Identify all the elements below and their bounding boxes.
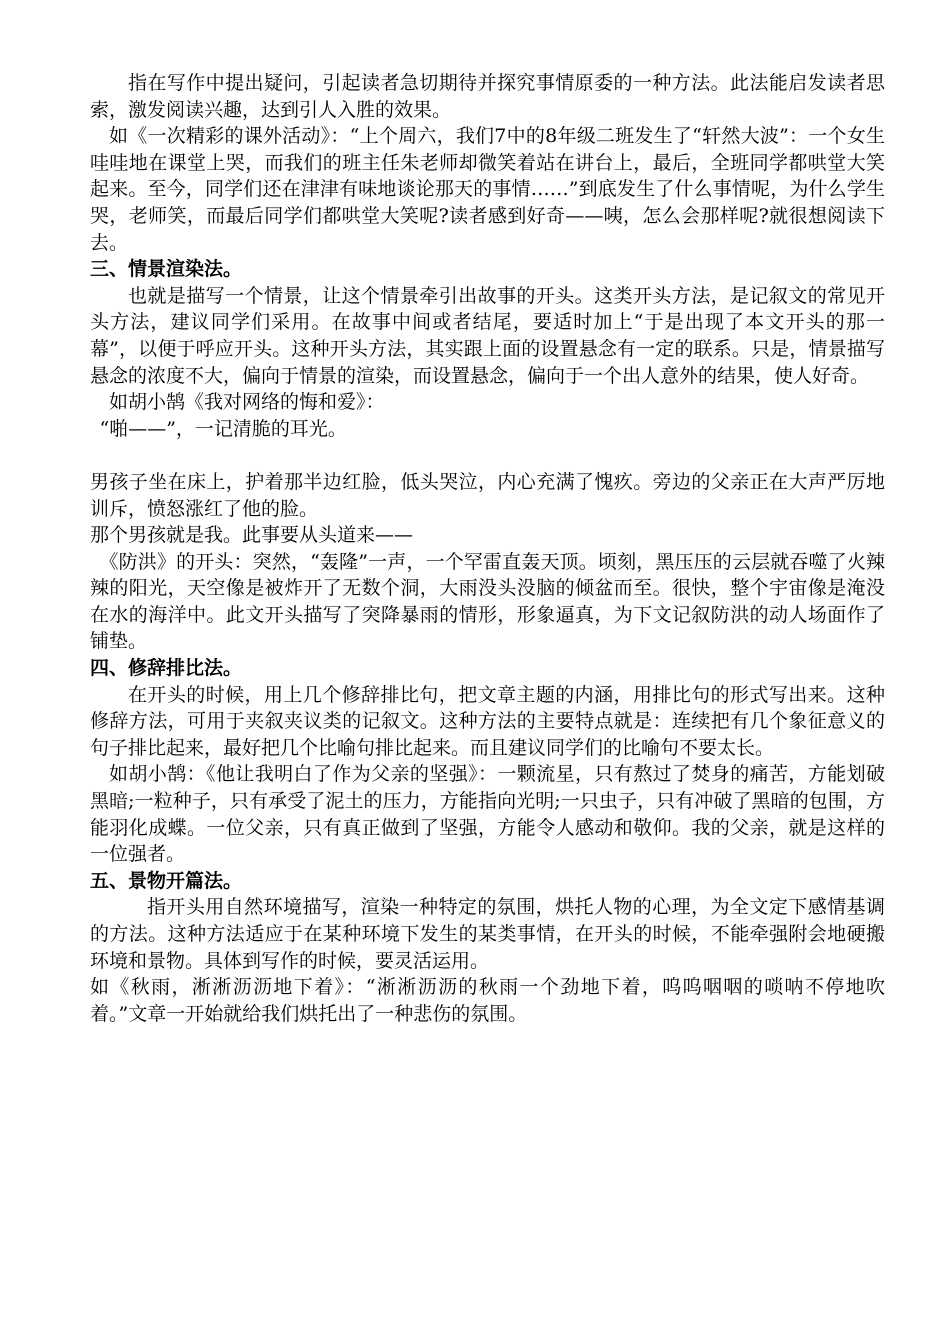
paragraph-suspense-definition: 指在写作中提出疑问，引起读者急切期待并探究事情原委的一种方法。此法能启发读者思索，激发阅读兴趣，达到引人入胜的效果。 — [90, 72, 885, 121]
paragraph-suspense-example: 如《一次精彩的课外活动》：“上个周六，我们7中的8年级二班发生了“轩然大波”：一个女生哇哇地在课堂上哭，而我们的班主任朱老师却微笑着站在讲台上，最后，全班同学都哄堂大笑起来。至今，同学们还在津津有味地谈论那天的事情……”到底发生了什么事情呢，为什么学生哭，老师笑，而最后同学们都哄堂大笑呢?读者感到好奇——咦，怎么会那样呢?就很想阅读下去。 — [90, 125, 885, 254]
paragraph-landscape-example: 如《秋雨，淅淅沥沥地下着》：“淅淅沥沥的秋雨一个劲地下着，呜呜咽咽的唢呐不停地吹着。”文章一开始就给我们烘托出了一种悲伤的氛围。 — [90, 976, 885, 1025]
paragraph-parallelism-example: 如胡小鹄：《他让我明白了作为父亲的坚强》：一颗流星，只有熬过了焚身的痛苦，方能划破黑暗;一粒种子，只有承受了泥土的压力，方能指向光明;一只虫子，只有冲破了黑暗的包围，方能羽化成蝶。一位父亲，只有真正做到了坚强，方能令人感动和敬仰。我的父亲，就是这样的一位强者。 — [90, 763, 885, 866]
blank-line — [90, 442, 885, 469]
paragraph-scene-example-slap: “啪——”，一记清脆的耳光。 — [99, 417, 347, 440]
paragraph-scene-definition: 也就是描写一个情景，让这个情景牵引出故事的开头。这类开头方法，是记叙文的常见开头方法，建议同学们采用。在故事中间或者结尾，要适时加上“于是出现了本文开头的那一幕”，以便于呼应开头。这种开头方法，其实跟上面的设置悬念有一定的联系。只是，情景描写悬念的浓度不大，偏向于情景的渲染，而设置悬念，偏向于一个出人意外的结果，使人好奇。 — [90, 284, 885, 387]
paragraph-landscape-definition: 指开头用自然环境描写，渲染一种特定的氛围，烘托人物的心理，为全文定下感情基调的方法。这种方法适应于在某种环境下发生的某类事情，在开头的时候，不能牵强附会地硬搬环境和景物。具体到写作的时候，要灵活运用。 — [90, 896, 885, 972]
section-heading-parallelism: 四、修辞排比法。 — [90, 657, 243, 680]
paragraph-scene-example-intro: 如胡小鹄《我对网络的悔和爱》： — [109, 391, 385, 414]
paragraph-scene-example-boy: 男孩子坐在床上，护着那半边红脸，低头哭泣，内心充满了愧疚。旁边的父亲正在大声严厉地训斥，愤怒涨红了他的脸。 — [90, 470, 885, 520]
document-body — [90, 70, 885, 1027]
paragraph-parallelism-definition: 在开头的时候，用上几个修辞排比句，把文章主题的内涵，用排比句的形式写出来。这种修辞方法，可用于夹叙夹议类的记叙文。这种方法的主要特点就是：连续把有几个象征意义的句子排比起来，最好把几个比喻句排比起来。而且建议同学们的比喻句不要太长。 — [90, 683, 885, 759]
paragraph-flood-example: 《防洪》的开头：突然，“轰隆”一声，一个罕雷直轰天顶。顷刻，黑压压的云层就吞噬了火辣辣的阳光，天空像是被炸开了无数个洞，大雨没头没脑的倾盆而至。很快，整个宇宙像是淹没在水的海洋中。此文开头描写了突降暴雨的情形，形象逼真，为下文记叙防洪的动人场面作了铺垫。 — [90, 550, 885, 653]
section-heading-landscape: 五、景物开篇法。 — [90, 869, 243, 892]
paragraph-scene-example-me: 那个男孩就是我。此事要从头道来—— — [90, 524, 414, 547]
section-heading-scene: 三、情景渲染法。 — [90, 258, 243, 281]
